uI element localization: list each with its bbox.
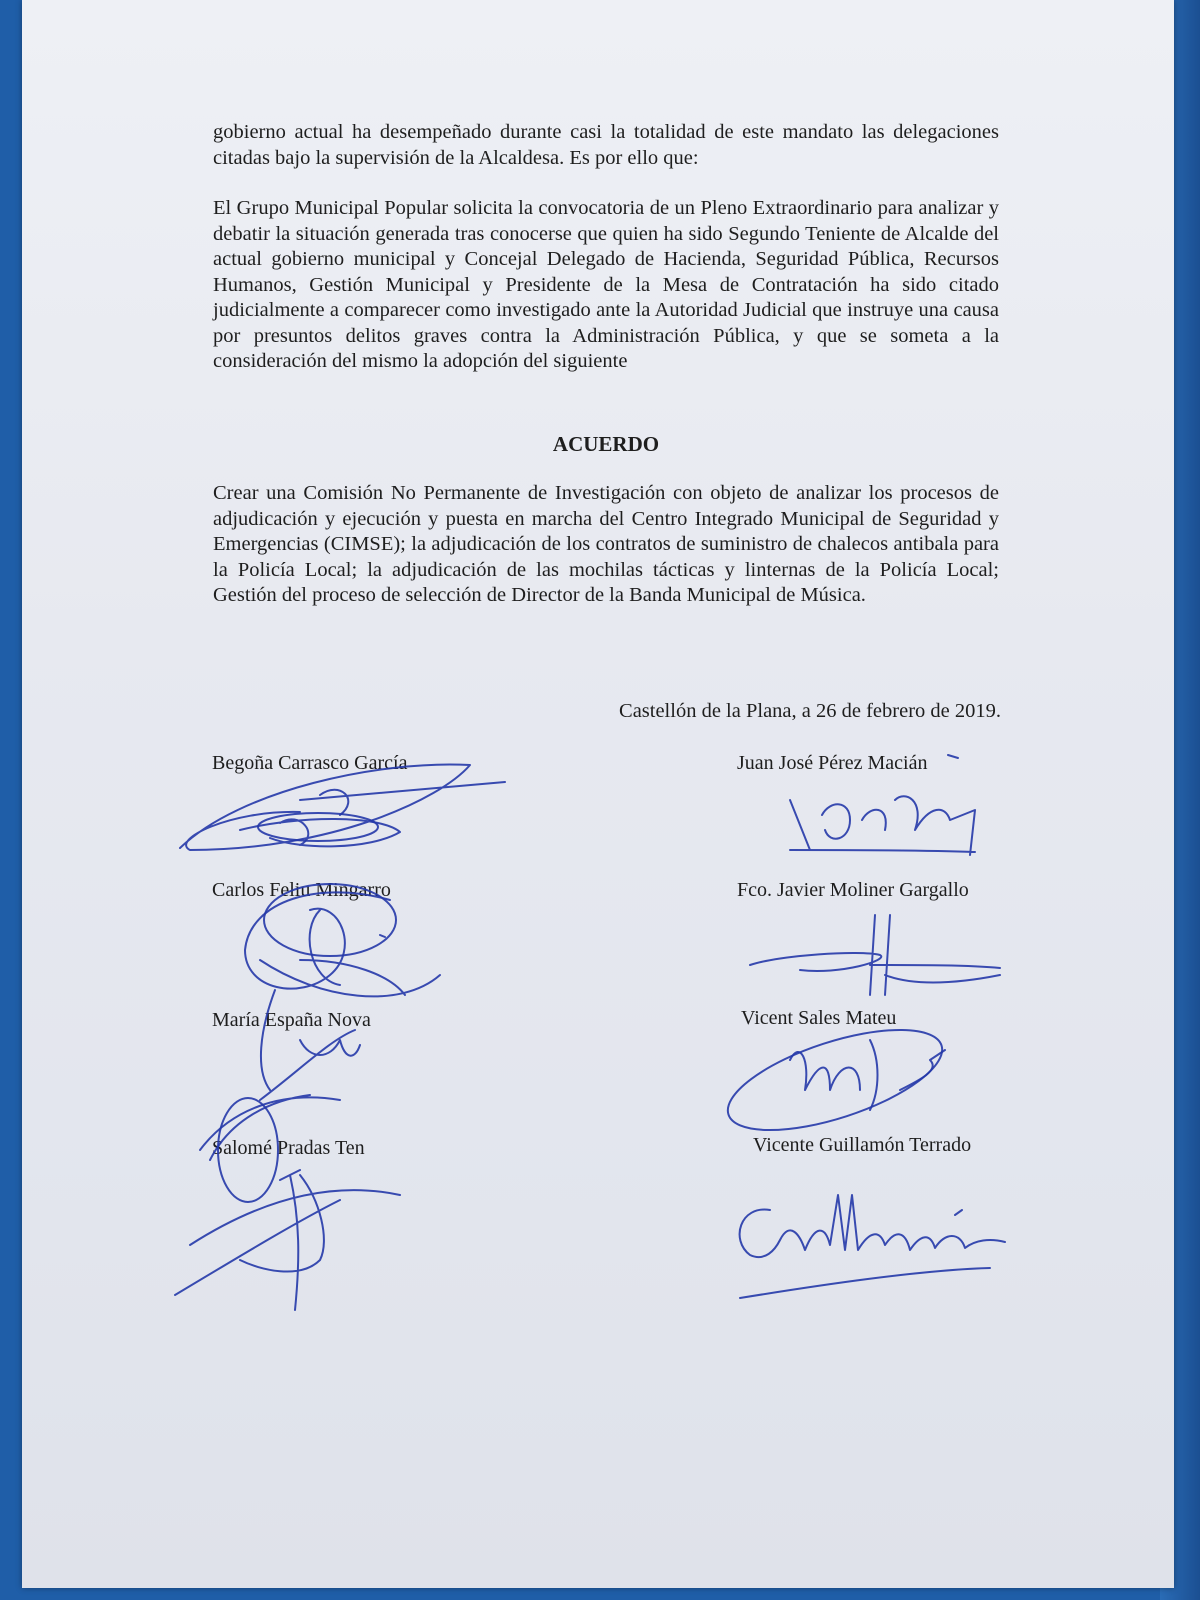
agreement-heading: ACUERDO (552, 432, 660, 456)
request-paragraph: El Grupo Municipal Popular solicita la convocatoria de un Pleno Extraordinario para analizar y debatir la situación generada tras conocerse que quien ha sido Segundo Teniente de Alcalde del actual gobierno municipal y Concejal Delegado de Hacienda, Seguridad Pública, Recursos Humanos, Gestión Municipal y Presidente de la Mesa de Contratación ha sido citado judicialmente a comparecer como investigado ante la Autoridad Judicial que instruye una causa por presuntos delitos graves contra la Administración Pública, y que se someta a la consideración del mismo la adopción del siguiente (213, 197, 999, 372)
intro-paragraph: gobierno actual ha desempeñado durante casi la totalidad de este mandato las delegaciones citadas bajo la supervisión de la Alcaldesa. Es por ello que: (213, 121, 999, 169)
place-date: Castellón de la Plana, a 26 de febrero de 2019. (619, 700, 1001, 722)
signatory-right-4: Vicente Guillamón Terrado (753, 1134, 972, 1156)
signatory-left-2: Carlos Feliu Mingarro (212, 879, 391, 901)
signatory-right-2: Fco. Javier Moliner Gargallo (737, 879, 969, 901)
signatory-left-1: Begoña Carrasco García (212, 752, 408, 774)
signatory-right-3: Vicent Sales Mateu (741, 1007, 897, 1029)
agreement-paragraph: Crear una Comisión No Permanente de Investigación con objeto de analizar los procesos de adjudicación y ejecución y puesta en marcha del Centro Integrado Municipal de Seguridad y Emergencias (CIMSE); la adjudicación de los contratos de suministro de chalecos antibala para la Policía Local; la adjudicación de las mochilas tácticas y linternas de la Policía Local; Gestión del proceso de selección de Director de la Banda Municipal de Música. (213, 482, 999, 606)
signatory-left-4: Salomé Pradas Ten (212, 1137, 365, 1159)
signatory-left-3: María España Nova (212, 1009, 371, 1031)
signatory-right-1: Juan José Pérez Macián (737, 752, 928, 774)
